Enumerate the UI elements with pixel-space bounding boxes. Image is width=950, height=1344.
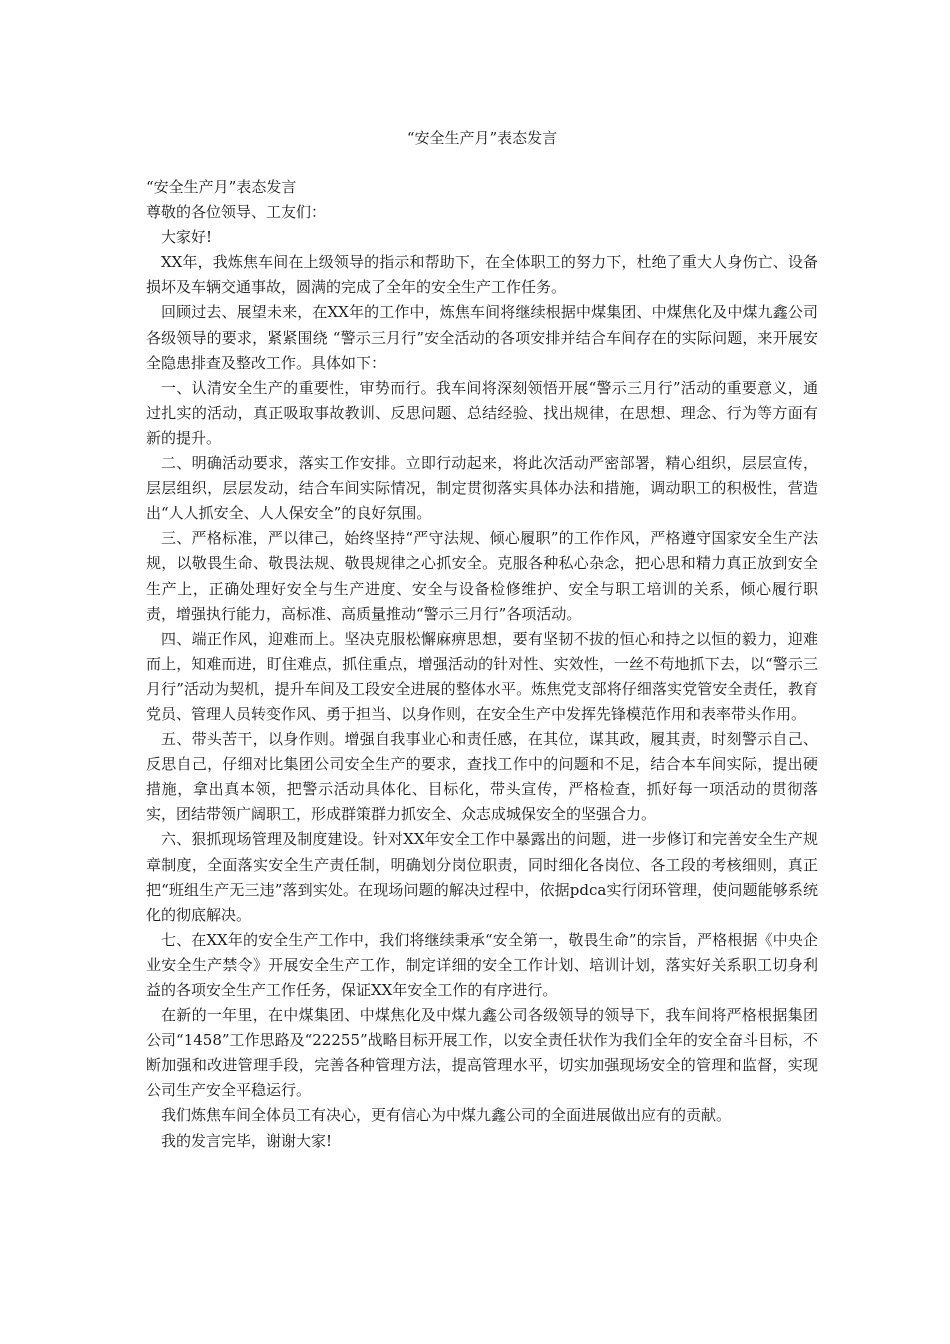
paragraph: 二、明确活动要求，落实工作安排。立即行动起来，将此次活动严密部署，精心组织，层层宣传，层层组织，层层发动，结合车间实际情况，制定贯彻落实具体办法和措施，调动职工的积极性，营造出“人人抓安全、人人保安全”的良好氛围。	[146, 454, 818, 523]
paragraph: 七、在XX年的安全生产工作中，我们将继续秉承“安全第一，敬畏生命”的宗旨，严格根据《中央企业安全生产禁令》开展安全生产工作，制定详细的安全工作计划、培训计划，落实好关系职工切身利益的各项安全生产工作任务，保证XX年安全工作的有序进行。	[146, 930, 818, 999]
document-subtitle: “安全生产月”表态发言	[146, 178, 297, 196]
document-title: “安全生产月”表态发言	[406, 129, 558, 147]
paragraph: 回顾过去、展望未来，在XX年的工作中，炼焦车间将继续根据中煤集团、中煤焦化及中煤九鑫公司各级领导的要求，紧紧围绕 “警示三月行”安全活动的各项安排并结合车间存在的实际问题，来开展安全隐患排查及整改工作。具体如下：	[146, 303, 818, 372]
paragraph-closing: 我的发言完毕，谢谢大家!	[161, 1131, 333, 1150]
paragraph: XX年，我炼焦车间在上级领导的指示和帮助下，在全体职工的努力下，杜绝了重大人身伤亡、设备损坏及车辆交通事故，圆满的完成了全年的安全生产工作任务。	[146, 253, 818, 297]
paragraph: 五、带头苦干，以身作则。增强自我事业心和责任感，在其位，谋其政，履其责，时刻警示自己、反思自己，仔细对比集团公司安全生产的要求，查找工作中的问题和不足，结合本车间实际，提出硬措施，拿出真本领，把警示活动具体化、目标化，带头宣传，严格检查，抓好每一项活动的贯彻落实，团结带领广阔职工，形成群策群力抓安全、众志成城保安全的坚强合力。	[146, 730, 818, 824]
paragraph: 六、狠抓现场管理及制度建设。针对XX年安全工作中暴露出的问题，进一步修订和完善安全生产规章制度，全面落实安全生产责任制，明确划分岗位职责，同时细化各岗位、各工段的考核细则，真正把“班组生产无三违”落到实处。在现场问题的解决过程中，依据pdca实行闭环管理，使问题能够系统化的彻底解决。	[146, 830, 818, 924]
paragraph: 我们炼焦车间全体员工有决心，更有信心为中煤九鑫公司的全面进展做出应有的贡献。	[161, 1106, 732, 1125]
paragraph: 在新的一年里，在中煤集团、中煤焦化及中煤九鑫公司各级领导的领导下，我车间将严格根据集团公司“1458”工作思路及“22255”战略目标开展工作，以安全责任状作为我们全年的安全奋斗目标，不断加强和改进管理手段，完善各种管理方法，提高管理水平，切实加强现场安全的管理和监督，实现公司生产安全平稳运行。	[146, 1006, 818, 1100]
paragraph: 三、严格标准，严以律己，始终坚持“严守法规、倾心履职”的工作作风，严格遵守国家安全生产法规，以敬畏生命、敬畏法规、敬畏规律之心抓安全。克服各种私心杂念，把心思和精力真正放到安全生产上，正确处理好安全与生产进度、安全与设备检修维护、安全与职工培训的关系，倾心履行职责，增强执行能力，高标准、高质量推动“警示三月行”各项活动。	[146, 529, 818, 623]
document-body	[146, 175, 818, 1154]
paragraph-greeting: 大家好!	[161, 228, 213, 247]
salutation: 尊敬的各位领导、工友们：	[146, 203, 327, 222]
paragraph: 四、端正作风，迎难而上。坚决克服松懈麻痹思想，要有坚韧不拔的恒心和持之以恒的毅力，迎难而上，知难而进，盯住难点，抓住重点，增强活动的针对性、实效性，一丝不苟地抓下去，以“警示三月行”活动为契机，提升车间及工段安全进展的整体水平。炼焦党支部将仔细落实党管安全责任，教育党员、管理人员转变作风、勇于担当、以身作则，在安全生产中发挥先锋模范作用和表率带头作用。	[146, 629, 818, 723]
paragraph: 一、认清安全生产的重要性，审势而行。我车间将深刻领悟开展“警示三月行”活动的重要意义，通过扎实的活动，真正吸取事故教训、反思问题、总结经验、找出规律，在思想、理念、行为等方面有新的提升。	[146, 378, 818, 447]
